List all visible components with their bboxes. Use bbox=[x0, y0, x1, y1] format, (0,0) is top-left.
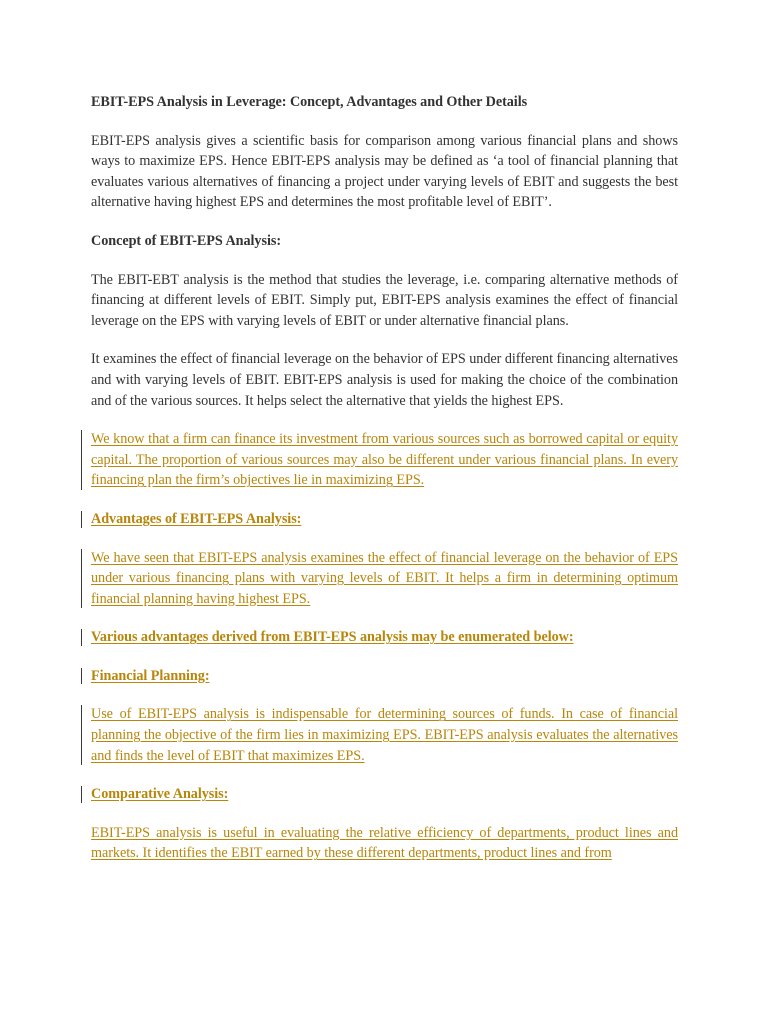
change-bar bbox=[81, 786, 82, 803]
comparative-heading: Comparative Analysis: bbox=[91, 786, 229, 803]
financial-planning-paragraph: Use of EBIT-EPS analysis is indispensable for determining sources of funds. In case of financial planning the objective of the firm lies in maximizing EPS. EBIT-EPS analysis evaluates the alternatives and finds the level of EBIT that maximizes EPS. bbox=[91, 706, 678, 764]
finance-sources-paragraph: We know that a firm can finance its investment from various sources such as borrowed capital or equity capital. The proportion of various sources may also be different under various financial plans. In every financing plan the firm’s objectives lie in maximizing EPS. bbox=[91, 431, 678, 489]
intro-paragraph: EBIT-EPS analysis gives a scientific basis for comparison among various financial plans and shows ways to maximize EPS. Hence EBIT-EPS analysis may be defined as ‘a tool of financial planning that evaluates various alternatives of financing a project under varying levels of EBIT and suggests the best alternative having highest EPS and determines the most profitable level of EBIT’. bbox=[91, 132, 678, 211]
advantages-intro-block bbox=[91, 627, 678, 648]
document-title: EBIT-EPS Analysis in Leverage: Concept, Advantages and Other Details bbox=[91, 94, 528, 110]
change-bar bbox=[81, 549, 82, 609]
concept-paragraph-2: It examines the effect of financial leverage on the behavior of EPS under different financing alternatives and with varying levels of EBIT. EBIT-EPS analysis is used for making the choice of the combination and of the various sources. It helps select the alternative that yields the highest EPS. bbox=[91, 351, 678, 409]
concept-heading: Concept of EBIT-EPS Analysis: bbox=[91, 232, 281, 249]
financial-planning-paragraph-block bbox=[91, 704, 678, 766]
change-bar bbox=[81, 511, 82, 528]
document-body bbox=[91, 92, 678, 864]
advantages-paragraph-block bbox=[91, 548, 678, 610]
change-bar bbox=[81, 705, 82, 765]
advantages-intro: Various advantages derived from EBIT-EPS analysis may be enumerated below: bbox=[91, 629, 574, 646]
financial-planning-heading-block bbox=[91, 666, 678, 687]
finance-sources-block bbox=[91, 429, 678, 491]
advantages-paragraph: We have seen that EBIT-EPS analysis examines the effect of financial leverage on the behavior of EPS under various financing plans with varying levels of EBIT. It helps a firm in determining optimum financial planning having highest EPS. bbox=[91, 549, 678, 607]
comparative-heading-block bbox=[91, 784, 678, 805]
comparative-paragraph-block bbox=[91, 823, 678, 864]
advantages-heading-block bbox=[91, 509, 678, 530]
change-bar bbox=[81, 430, 82, 490]
comparative-paragraph: EBIT-EPS analysis is useful in evaluating the relative efficiency of departments, product lines and markets. It identifies the EBIT earned by these different departments, product lines and from bbox=[91, 824, 678, 862]
change-bar bbox=[81, 668, 82, 685]
change-bar bbox=[81, 629, 82, 646]
concept-paragraph-1: The EBIT-EBT analysis is the method that studies the leverage, i.e. comparing alternative methods of financing at different levels of EBIT. Simply put, EBIT-EPS analysis examines the effect of financial leverage on the EPS with varying levels of EBIT or under alternative financial plans. bbox=[91, 271, 678, 329]
advantages-heading: Advantages of EBIT-EPS Analysis: bbox=[91, 510, 302, 527]
financial-planning-heading: Financial Planning: bbox=[91, 667, 210, 684]
